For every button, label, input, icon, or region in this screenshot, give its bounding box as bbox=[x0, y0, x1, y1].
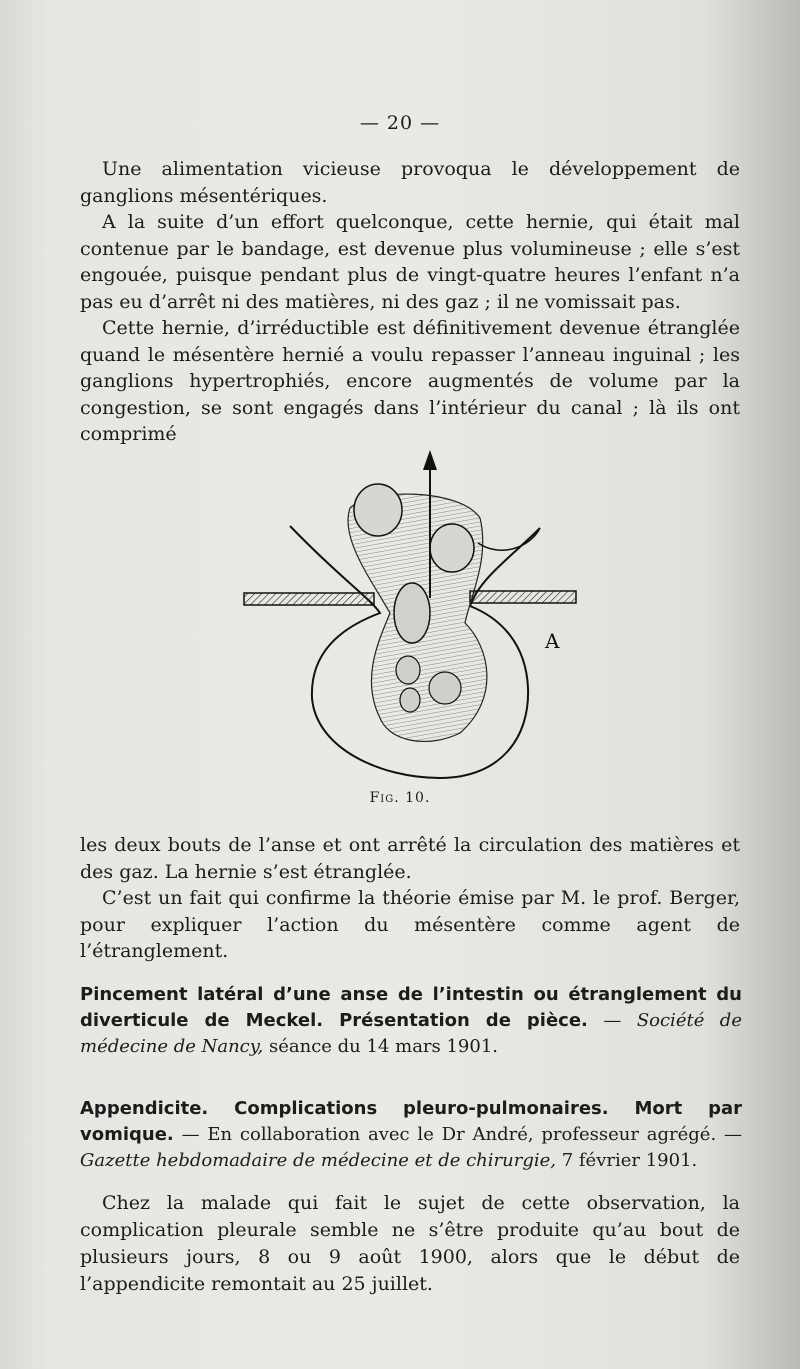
paragraph: A la suite d’un effort quelconque, cette hernie, qui était mal contenue par le bandage, est devenue plus volumineuse ; elle s’est engouée, puisque pendant plus de vingt-quatre heures l’enfant n’a pas eu d’arrêt ni des matières, ni des gaz ; il ne vomissait pas. bbox=[80, 211, 740, 313]
bibliography-entry bbox=[80, 982, 742, 1060]
entry-dash: — bbox=[587, 1010, 637, 1031]
entry-collaboration: — En collaboration avec le Dr André, professeur agrégé. — bbox=[173, 1124, 742, 1145]
paragraph: les deux bouts de l’anse et ont arrêté la circulation des matières et des gaz. La hernie s’est étranglée. bbox=[80, 834, 740, 883]
body-text-top bbox=[80, 156, 740, 448]
page-number: — 20 — bbox=[359, 112, 441, 134]
entry-title: Pincement latéral d’une anse de l’intestin ou étranglement du diverticule de Meckel. Présentation de pièce. bbox=[80, 984, 742, 1031]
paragraph: C’est un fait qui confirme la théorie émise par M. le prof. Berger, pour expliquer l’action du mésentère comme agent de l’étranglement. bbox=[80, 887, 740, 962]
paragraph: Une alimentation vicieuse provoqua le développement de ganglions mésentériques. bbox=[80, 158, 740, 207]
bibliography-entry bbox=[80, 1096, 742, 1174]
abdominal-wall-right bbox=[470, 591, 576, 603]
paragraph: Chez la malade qui fait le sujet de cette observation, la complication pleurale semble ne s’être produite qu’au bout de plusieurs jours, 8 ou 9 août 1900, alors que le début de l’appendicite remontait au 25 juillet. bbox=[80, 1192, 740, 1295]
entry-source: Société de médecine de Nancy, bbox=[80, 1010, 742, 1057]
entry-source: Gazette hebdomadaire de médecine et de chirurgie, bbox=[80, 1150, 556, 1171]
entry-date: 7 février 1901. bbox=[556, 1150, 698, 1171]
figure-caption bbox=[0, 790, 800, 806]
paragraph: Cette hernie, d’irréductible est définitivement devenue étranglée quand le mésentère hernié a voulu repasser l’anneau inguinal ; les ganglions hypertrophiés, encore augmentés de volume par la congestion, se sont engagés dans l’intérieur du canal ; là ils ont comprimé bbox=[80, 317, 740, 445]
figure-caption-text: Fig. 10. bbox=[369, 790, 431, 806]
entry-date: séance du 14 mars 1901. bbox=[263, 1036, 499, 1057]
entry-title: Appendicite. Complications pleuro-pulmonaires. Mort par vomique. bbox=[80, 1098, 742, 1145]
body-text-middle bbox=[80, 832, 740, 965]
figure-letter: A bbox=[545, 629, 560, 653]
hernia-illustration bbox=[230, 448, 590, 788]
abdominal-wall-left bbox=[244, 593, 374, 605]
body-text-bottom bbox=[80, 1190, 740, 1298]
